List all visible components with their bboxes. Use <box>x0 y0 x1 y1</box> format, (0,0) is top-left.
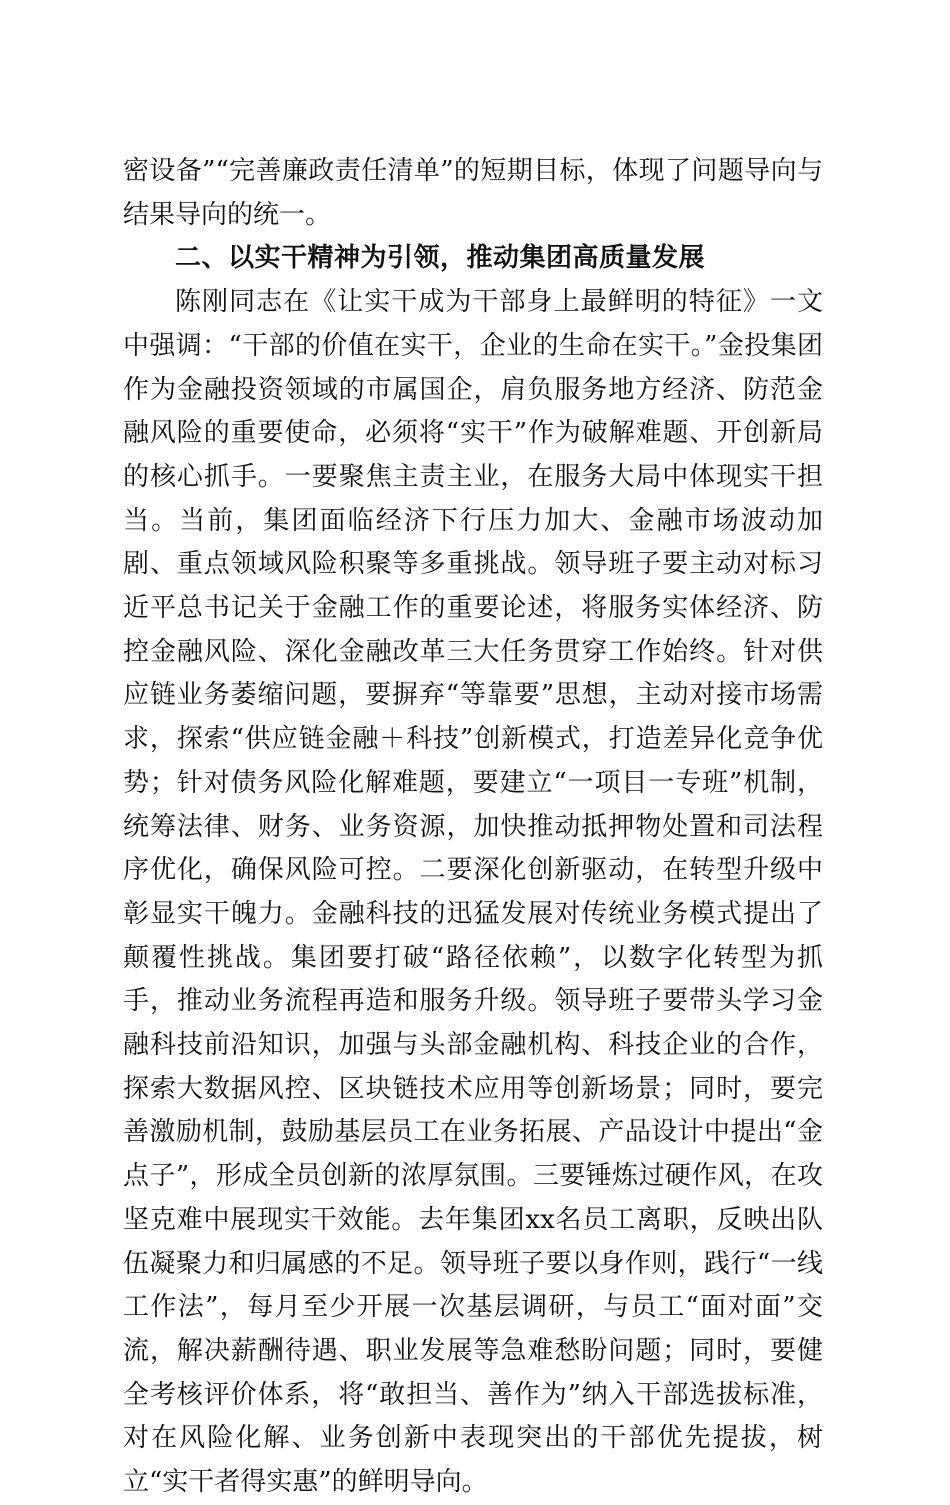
body-paragraph: 陈刚同志在《让实干成为干部身上最鲜明的特征》一文中强调：“干部的价值在实干，企业的生命在实干。”金投集团作为金融投资领域的市属国企，肩负服务地方经济、防范金融风险的重要使命，必须将“实干”作为破解难题、开创新局的核心抓手。一要聚焦主责主业，在服务大局中体现实干担当。当前，集团面临经济下行压力加大、金融市场波动加剧、重点领域风险积聚等多重挑战。领导班子要主动对标习近平总书记关于金融工作的重要论述，将服务实体经济、防控金融风险、深化金融改革三大任务贯穿工作始终。针对供应链业务萎缩问题，要摒弃“等靠要”思想，主动对接市场需求，探索“供应链金融＋科技”创新模式，打造差异化竞争优势；针对债务风险化解难题，要建立“一项目一专班”机制，统筹法律、财务、业务资源，加快推动抵押物处置和司法程序优化，确保风险可控。二要深化创新驱动，在转型升级中彰显实干魄力。金融科技的迅猛发展对传统业务模式提出了颠覆性挑战。集团要打破“路径依赖”，以数字化转型为抓手，推动业务流程再造和服务升级。领导班子要带头学习金融科技前沿知识，加强与头部金融机构、科技企业的合作，探索大数据风控、区块链技术应用等创新场景；同时，要完善激励机制，鼓励基层员工在业务拓展、产品设计中提出“金点子”，形成全员创新的浓厚氛围。三要锤炼过硬作风，在攻坚克难中展现实干效能。去年集团xx名员工离职，反映出队伍凝聚力和归属感的不足。领导班子要以身作则，践行“一线工作法”，每月至少开展一次基层调研，与员工“面对面”交流，解决薪酬待遇、职业发展等急难愁盼问题；同时，要健全考核评价体系，将“敢担当、善作为”纳入干部选拔标准，对在风险化解、业务创新中表现突出的干部优先提拔，树立“实干者得实惠”的鲜明导向。 <box>123 287 823 1498</box>
section-heading: 二、以实干精神为引领，推动集团高质量发展 <box>175 243 706 274</box>
document-body <box>123 150 823 1505</box>
continued-paragraph: 密设备”“完善廉政责任清单”的短期目标，体现了问题导向与结果导向的统一。 <box>123 156 823 230</box>
